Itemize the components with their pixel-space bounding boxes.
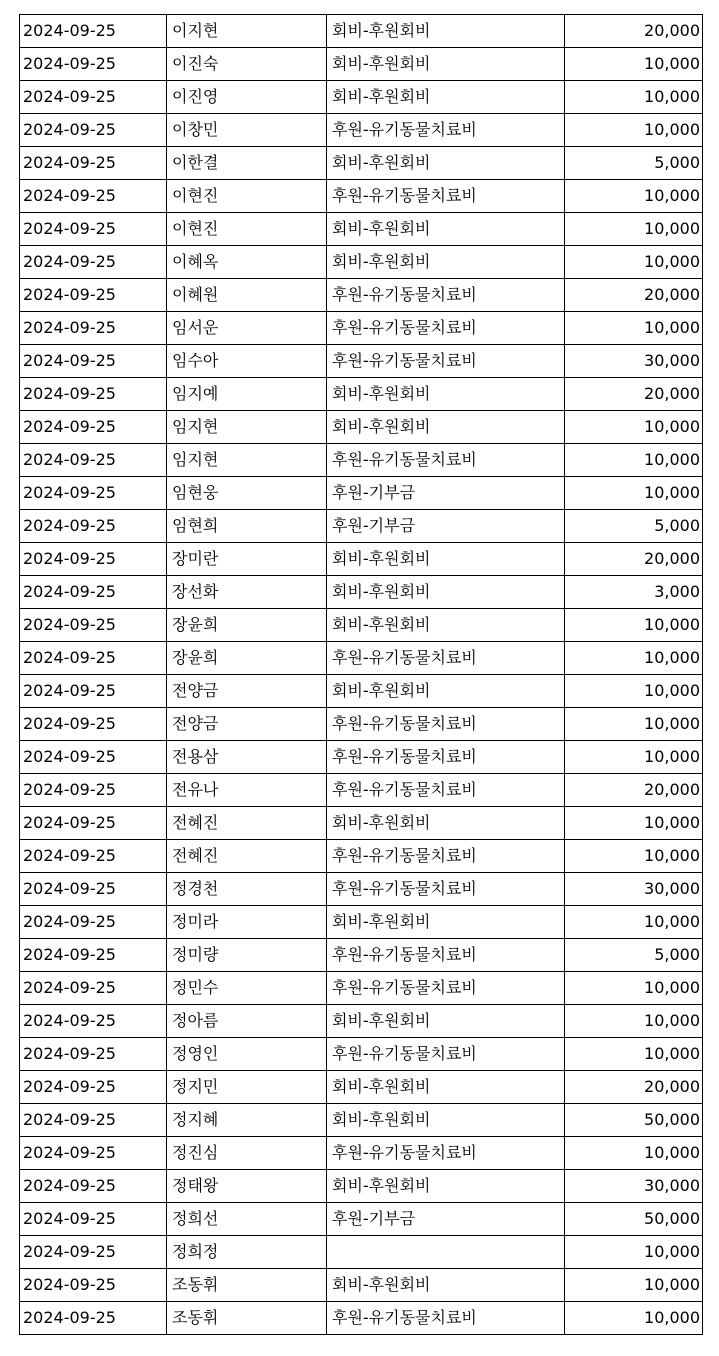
date-cell: 2024-09-25 [20,708,167,741]
amount-cell: 10,000 [565,213,703,246]
name-cell: 정경천 [167,873,327,906]
table-row [20,543,703,576]
amount-cell: 20,000 [565,279,703,312]
date-cell: 2024-09-25 [20,609,167,642]
category-cell: 회비-후원회비 [327,1071,565,1104]
date-cell: 2024-09-25 [20,1137,167,1170]
amount-cell: 20,000 [565,15,703,48]
date-cell: 2024-09-25 [20,81,167,114]
amount-cell: 10,000 [565,906,703,939]
name-cell: 정희선 [167,1203,327,1236]
amount-cell: 50,000 [565,1104,703,1137]
table-row [20,378,703,411]
name-cell: 이현진 [167,180,327,213]
amount-cell: 10,000 [565,675,703,708]
amount-cell: 10,000 [565,312,703,345]
name-cell: 전유나 [167,774,327,807]
table-row [20,48,703,81]
date-cell: 2024-09-25 [20,279,167,312]
date-cell: 2024-09-25 [20,147,167,180]
category-cell: 회비-후원회비 [327,906,565,939]
table-row [20,741,703,774]
category-cell: 회비-후원회비 [327,15,565,48]
name-cell: 장윤희 [167,609,327,642]
amount-cell: 10,000 [565,246,703,279]
amount-cell: 10,000 [565,444,703,477]
amount-cell: 10,000 [565,48,703,81]
table-row [20,114,703,147]
name-cell: 이지현 [167,15,327,48]
date-cell: 2024-09-25 [20,477,167,510]
amount-cell: 10,000 [565,972,703,1005]
name-cell: 조동휘 [167,1302,327,1335]
name-cell: 장미란 [167,543,327,576]
amount-cell: 3,000 [565,576,703,609]
amount-cell: 30,000 [565,1170,703,1203]
table-row [20,972,703,1005]
date-cell: 2024-09-25 [20,1236,167,1269]
name-cell: 전혜진 [167,840,327,873]
date-cell: 2024-09-25 [20,807,167,840]
category-cell: 회비-후원회비 [327,675,565,708]
name-cell: 장윤희 [167,642,327,675]
name-cell: 이진숙 [167,48,327,81]
name-cell: 전혜진 [167,807,327,840]
table-row [20,444,703,477]
category-cell: 회비-후원회비 [327,378,565,411]
category-cell: 회비-후원회비 [327,48,565,81]
amount-cell: 20,000 [565,774,703,807]
category-cell: 회비-후원회비 [327,246,565,279]
date-cell: 2024-09-25 [20,741,167,774]
amount-cell: 10,000 [565,477,703,510]
amount-cell: 20,000 [565,1071,703,1104]
date-cell: 2024-09-25 [20,444,167,477]
table-row [20,1170,703,1203]
category-cell: 후원-유기동물치료비 [327,972,565,1005]
table-row [20,345,703,378]
date-cell: 2024-09-25 [20,48,167,81]
category-cell: 후원-유기동물치료비 [327,114,565,147]
amount-cell: 10,000 [565,807,703,840]
category-cell: 회비-후원회비 [327,213,565,246]
date-cell: 2024-09-25 [20,345,167,378]
date-cell: 2024-09-25 [20,411,167,444]
name-cell: 이진영 [167,81,327,114]
name-cell: 이혜옥 [167,246,327,279]
date-cell: 2024-09-25 [20,774,167,807]
amount-cell: 10,000 [565,1236,703,1269]
category-cell: 후원-유기동물치료비 [327,708,565,741]
name-cell: 정미라 [167,906,327,939]
amount-cell: 50,000 [565,1203,703,1236]
name-cell: 임서운 [167,312,327,345]
table-row [20,939,703,972]
category-cell: 후원-유기동물치료비 [327,1302,565,1335]
amount-cell: 10,000 [565,1038,703,1071]
date-cell: 2024-09-25 [20,1104,167,1137]
name-cell: 임현희 [167,510,327,543]
date-cell: 2024-09-25 [20,1038,167,1071]
date-cell: 2024-09-25 [20,246,167,279]
category-cell: 회비-후원회비 [327,1269,565,1302]
amount-cell: 10,000 [565,1302,703,1335]
amount-cell: 5,000 [565,510,703,543]
date-cell: 2024-09-25 [20,543,167,576]
date-cell: 2024-09-25 [20,1302,167,1335]
amount-cell: 20,000 [565,543,703,576]
date-cell: 2024-09-25 [20,15,167,48]
table-row [20,1071,703,1104]
name-cell: 정영인 [167,1038,327,1071]
amount-cell: 10,000 [565,180,703,213]
name-cell: 임지현 [167,444,327,477]
table-row [20,213,703,246]
amount-cell: 10,000 [565,642,703,675]
date-cell: 2024-09-25 [20,312,167,345]
name-cell: 임지현 [167,411,327,444]
amount-cell: 10,000 [565,1005,703,1038]
amount-cell: 10,000 [565,741,703,774]
date-cell: 2024-09-25 [20,906,167,939]
date-cell: 2024-09-25 [20,972,167,1005]
table-row [20,1005,703,1038]
category-cell [327,1236,565,1269]
table-row [20,906,703,939]
name-cell: 전양금 [167,708,327,741]
category-cell: 회비-후원회비 [327,411,565,444]
date-cell: 2024-09-25 [20,576,167,609]
date-cell: 2024-09-25 [20,1269,167,1302]
name-cell: 정희정 [167,1236,327,1269]
amount-cell: 10,000 [565,609,703,642]
name-cell: 임수아 [167,345,327,378]
date-cell: 2024-09-25 [20,378,167,411]
name-cell: 이현진 [167,213,327,246]
name-cell: 정아름 [167,1005,327,1038]
category-cell: 후원-유기동물치료비 [327,939,565,972]
category-cell: 후원-기부금 [327,477,565,510]
date-cell: 2024-09-25 [20,213,167,246]
name-cell: 조동휘 [167,1269,327,1302]
table-row [20,411,703,444]
category-cell: 후원-기부금 [327,510,565,543]
category-cell: 후원-유기동물치료비 [327,1038,565,1071]
name-cell: 임현웅 [167,477,327,510]
name-cell: 이혜원 [167,279,327,312]
date-cell: 2024-09-25 [20,873,167,906]
name-cell: 정미량 [167,939,327,972]
date-cell: 2024-09-25 [20,114,167,147]
category-cell: 후원-유기동물치료비 [327,180,565,213]
name-cell: 정지혜 [167,1104,327,1137]
date-cell: 2024-09-25 [20,939,167,972]
date-cell: 2024-09-25 [20,642,167,675]
table-row [20,1038,703,1071]
category-cell: 회비-후원회비 [327,543,565,576]
date-cell: 2024-09-25 [20,675,167,708]
table-row [20,609,703,642]
category-cell: 후원-기부금 [327,1203,565,1236]
category-cell: 회비-후원회비 [327,1104,565,1137]
table-row [20,312,703,345]
amount-cell: 10,000 [565,1137,703,1170]
category-cell: 후원-유기동물치료비 [327,312,565,345]
table-body [20,15,703,1335]
table-row [20,642,703,675]
category-cell: 회비-후원회비 [327,81,565,114]
name-cell: 임지예 [167,378,327,411]
name-cell: 이한결 [167,147,327,180]
category-cell: 후원-유기동물치료비 [327,840,565,873]
category-cell: 후원-유기동물치료비 [327,642,565,675]
name-cell: 전용삼 [167,741,327,774]
name-cell: 전양금 [167,675,327,708]
name-cell: 정태왕 [167,1170,327,1203]
name-cell: 장선화 [167,576,327,609]
table-row [20,246,703,279]
table-row [20,180,703,213]
name-cell: 정민수 [167,972,327,1005]
date-cell: 2024-09-25 [20,1203,167,1236]
category-cell: 후원-유기동물치료비 [327,774,565,807]
amount-cell: 10,000 [565,411,703,444]
name-cell: 정지민 [167,1071,327,1104]
table-row [20,1269,703,1302]
table-row [20,708,703,741]
amount-cell: 20,000 [565,378,703,411]
table-row [20,807,703,840]
category-cell: 후원-유기동물치료비 [327,345,565,378]
category-cell: 후원-유기동물치료비 [327,741,565,774]
category-cell: 회비-후원회비 [327,807,565,840]
table-row [20,510,703,543]
amount-cell: 10,000 [565,1269,703,1302]
table-row [20,1137,703,1170]
table-row [20,840,703,873]
amount-cell: 30,000 [565,345,703,378]
table-row [20,774,703,807]
category-cell: 후원-유기동물치료비 [327,1137,565,1170]
category-cell: 회비-후원회비 [327,1005,565,1038]
table-row [20,1302,703,1335]
amount-cell: 10,000 [565,81,703,114]
amount-cell: 30,000 [565,873,703,906]
amount-cell: 10,000 [565,840,703,873]
date-cell: 2024-09-25 [20,510,167,543]
date-cell: 2024-09-25 [20,180,167,213]
amount-cell: 5,000 [565,147,703,180]
category-cell: 후원-유기동물치료비 [327,279,565,312]
date-cell: 2024-09-25 [20,1005,167,1038]
table-row [20,1236,703,1269]
table-row [20,279,703,312]
table-row [20,1104,703,1137]
date-cell: 2024-09-25 [20,840,167,873]
amount-cell: 5,000 [565,939,703,972]
name-cell: 이창민 [167,114,327,147]
date-cell: 2024-09-25 [20,1071,167,1104]
table-row [20,873,703,906]
donation-table [19,14,703,1335]
name-cell: 정진심 [167,1137,327,1170]
date-cell: 2024-09-25 [20,1170,167,1203]
amount-cell: 10,000 [565,708,703,741]
category-cell: 후원-유기동물치료비 [327,873,565,906]
category-cell: 회비-후원회비 [327,609,565,642]
table-row [20,81,703,114]
category-cell: 후원-유기동물치료비 [327,444,565,477]
table-row [20,675,703,708]
table-row [20,1203,703,1236]
table-row [20,147,703,180]
category-cell: 회비-후원회비 [327,1170,565,1203]
category-cell: 회비-후원회비 [327,147,565,180]
table-row [20,576,703,609]
table-row [20,15,703,48]
category-cell: 회비-후원회비 [327,576,565,609]
table-row [20,477,703,510]
amount-cell: 10,000 [565,114,703,147]
